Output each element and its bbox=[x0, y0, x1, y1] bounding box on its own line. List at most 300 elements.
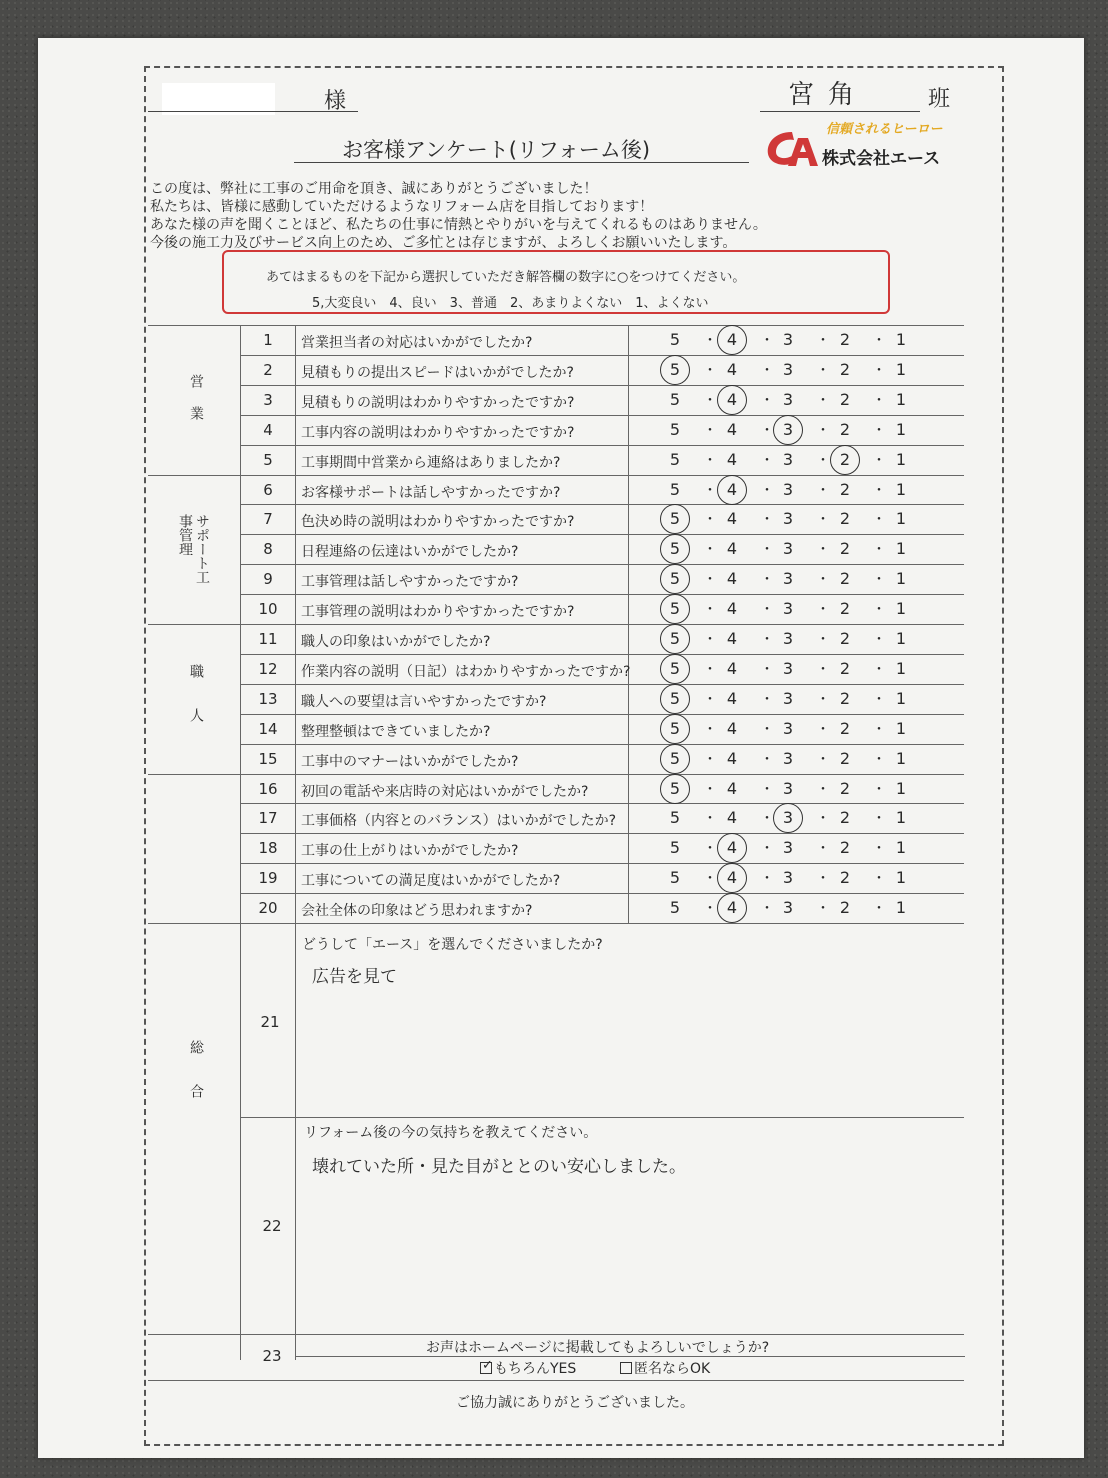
rating-separator: ・ bbox=[872, 512, 886, 528]
rating-separator: ・ bbox=[816, 722, 830, 738]
rating-separator: ・ bbox=[816, 841, 830, 857]
rating-option-2[interactable]: 2 bbox=[839, 808, 851, 827]
question-number: 2 bbox=[263, 361, 273, 379]
category-craftsman: 職人 bbox=[188, 664, 204, 752]
rating-option-1[interactable]: 1 bbox=[895, 390, 907, 409]
table-rule bbox=[240, 504, 964, 505]
rating-separator: ・ bbox=[872, 871, 886, 887]
checkbox-anonymous[interactable] bbox=[620, 1362, 632, 1374]
rating-separator: ・ bbox=[760, 602, 774, 618]
rating-separator: ・ bbox=[816, 782, 830, 798]
rating-separator: ・ bbox=[872, 662, 886, 678]
instruction-line-2: 5,大変良い 4、良い 3、普通 2、あまりよくない 1、よくない bbox=[312, 296, 709, 311]
customer-suffix: 様 bbox=[324, 89, 347, 114]
rating-option-3[interactable]: 3 bbox=[782, 360, 794, 379]
selected-rating-circle bbox=[773, 415, 803, 445]
company-logo-icon bbox=[762, 128, 822, 170]
rating-option-5[interactable]: 5 bbox=[669, 509, 681, 528]
rating-option-3[interactable]: 3 bbox=[782, 868, 794, 887]
rating-option-1[interactable]: 1 bbox=[895, 808, 907, 827]
rating-option-5[interactable]: 5 bbox=[669, 360, 681, 379]
rating-option-4[interactable]: 4 bbox=[726, 659, 738, 678]
rating-option-4[interactable]: 4 bbox=[726, 569, 738, 588]
rating-option-1[interactable]: 1 bbox=[895, 569, 907, 588]
selected-rating-circle bbox=[717, 863, 747, 893]
rating-option-5[interactable]: 5 bbox=[669, 719, 681, 738]
rating-option-1[interactable]: 1 bbox=[895, 450, 907, 469]
rating-option-1[interactable]: 1 bbox=[895, 420, 907, 439]
category-sales: 営業 bbox=[188, 374, 204, 438]
rating-option-5[interactable]: 5 bbox=[669, 450, 681, 469]
table-rule bbox=[148, 624, 964, 625]
table-rule bbox=[240, 1117, 964, 1118]
rating-separator: ・ bbox=[816, 393, 830, 409]
option-yes-label: もちろんYES bbox=[494, 1361, 577, 1377]
rating-separator: ・ bbox=[760, 363, 774, 379]
rating-option-4[interactable]: 4 bbox=[726, 898, 738, 917]
intro-line: 今後の施工力及びサービス向上のため、ご多忙とは存じますが、よろしくお願いいたします。 bbox=[150, 235, 737, 251]
rating-separator: ・ bbox=[816, 662, 830, 678]
rating-separator: ・ bbox=[703, 423, 717, 439]
rating-option-1[interactable]: 1 bbox=[895, 539, 907, 558]
question-text: 工事の仕上がりはいかがでしたか? bbox=[301, 843, 519, 859]
rating-option-2[interactable]: 2 bbox=[839, 390, 851, 409]
rating-option-2[interactable]: 2 bbox=[839, 569, 851, 588]
question-number: 18 bbox=[258, 839, 278, 857]
question-number: 7 bbox=[263, 510, 273, 528]
logo-tagline: 信頼されるヒーロー bbox=[826, 122, 943, 137]
table-rule bbox=[240, 385, 964, 386]
rating-option-2[interactable]: 2 bbox=[839, 539, 851, 558]
rating-separator: ・ bbox=[816, 423, 830, 439]
question-number: 11 bbox=[258, 630, 278, 648]
rating-option-2[interactable]: 2 bbox=[839, 360, 851, 379]
rating-option-5[interactable]: 5 bbox=[669, 779, 681, 798]
rating-separator: ・ bbox=[816, 363, 830, 379]
selected-rating-circle bbox=[830, 445, 860, 475]
rating-separator: ・ bbox=[703, 841, 717, 857]
selected-rating-circle bbox=[717, 833, 747, 863]
rating-option-4[interactable]: 4 bbox=[726, 838, 738, 857]
rating-option-4[interactable]: 4 bbox=[726, 719, 738, 738]
rating-option-3[interactable]: 3 bbox=[782, 390, 794, 409]
rating-option-1[interactable]: 1 bbox=[895, 599, 907, 618]
rating-separator: ・ bbox=[816, 752, 830, 768]
rating-separator: ・ bbox=[703, 782, 717, 798]
question-number: 12 bbox=[258, 660, 278, 678]
rating-option-1[interactable]: 1 bbox=[895, 689, 907, 708]
rating-separator: ・ bbox=[816, 453, 830, 469]
rating-separator: ・ bbox=[872, 841, 886, 857]
rating-option-5[interactable]: 5 bbox=[669, 420, 681, 439]
rating-option-3[interactable]: 3 bbox=[782, 569, 794, 588]
question-number: 17 bbox=[258, 809, 278, 827]
rating-separator: ・ bbox=[760, 572, 774, 588]
rating-separator: ・ bbox=[760, 662, 774, 678]
table-rule bbox=[240, 803, 964, 804]
team-suffix: 班 bbox=[928, 87, 951, 112]
selected-rating-circle bbox=[660, 774, 690, 804]
rating-option-4[interactable]: 4 bbox=[726, 808, 738, 827]
rating-option-2[interactable]: 2 bbox=[839, 330, 851, 349]
rating-separator: ・ bbox=[760, 333, 774, 349]
team-name: 宮角 bbox=[788, 80, 869, 110]
selected-rating-circle bbox=[773, 803, 803, 833]
intro-line: この度は、弊社に工事のご用命を頂き、誠にありがとうございました！ bbox=[150, 181, 598, 197]
selected-rating-circle bbox=[660, 744, 690, 774]
rating-option-4[interactable]: 4 bbox=[726, 629, 738, 648]
footer-thanks: ご協力誠にありがとうございました。 bbox=[456, 1395, 694, 1411]
rating-option-5[interactable]: 5 bbox=[669, 539, 681, 558]
checkbox-yes[interactable] bbox=[480, 1358, 493, 1374]
rating-separator: ・ bbox=[816, 542, 830, 558]
rating-separator: ・ bbox=[703, 363, 717, 379]
rating-option-2[interactable]: 2 bbox=[839, 629, 851, 648]
rating-option-1[interactable]: 1 bbox=[895, 868, 907, 887]
check-mark-icon: ✓ bbox=[482, 1358, 493, 1373]
question-text: 営業担当者の対応はいかがでしたか? bbox=[301, 335, 533, 351]
instruction-line-1: あてはまるものを下記から選択していただき解答欄の数字に○をつけてください。 bbox=[266, 270, 746, 285]
rating-option-2[interactable]: 2 bbox=[839, 898, 851, 917]
question-number: 21 bbox=[260, 1013, 280, 1031]
question-number: 23 bbox=[262, 1347, 282, 1365]
rating-separator: ・ bbox=[872, 393, 886, 409]
rating-separator: ・ bbox=[872, 602, 886, 618]
rating-option-1[interactable]: 1 bbox=[895, 330, 907, 349]
rating-option-1[interactable]: 1 bbox=[895, 480, 907, 499]
question-number: 8 bbox=[263, 540, 273, 558]
question-number: 9 bbox=[263, 570, 273, 588]
rating-option-3[interactable]: 3 bbox=[782, 659, 794, 678]
rating-option-4[interactable]: 4 bbox=[726, 749, 738, 768]
selected-rating-circle bbox=[660, 654, 690, 684]
question-text: 工事期間中営業から連絡はありましたか? bbox=[301, 455, 561, 471]
question-text: 職人の印象はいかがでしたか? bbox=[301, 634, 491, 650]
question-text: 工事管理は話しやすかったですか? bbox=[301, 574, 519, 590]
table-rule bbox=[148, 325, 964, 326]
rating-option-1[interactable]: 1 bbox=[895, 898, 907, 917]
table-rule bbox=[148, 1334, 964, 1335]
rating-option-4[interactable]: 4 bbox=[726, 689, 738, 708]
rating-option-2[interactable]: 2 bbox=[839, 599, 851, 618]
selected-rating-circle bbox=[660, 534, 690, 564]
title-underline bbox=[294, 162, 749, 163]
rating-option-5[interactable]: 5 bbox=[669, 808, 681, 827]
table-rule bbox=[628, 325, 629, 923]
rating-separator: ・ bbox=[816, 871, 830, 887]
rating-separator: ・ bbox=[816, 512, 830, 528]
rating-separator: ・ bbox=[703, 512, 717, 528]
rating-separator: ・ bbox=[760, 692, 774, 708]
logo-company-name: 株式会社エース bbox=[822, 149, 941, 169]
rating-separator: ・ bbox=[703, 692, 717, 708]
question-number: 6 bbox=[263, 481, 273, 499]
table-rule bbox=[240, 564, 964, 565]
table-rule bbox=[148, 475, 964, 476]
rating-separator: ・ bbox=[760, 722, 774, 738]
rating-separator: ・ bbox=[872, 333, 886, 349]
rating-separator: ・ bbox=[816, 333, 830, 349]
question-number: 20 bbox=[258, 899, 278, 917]
option-yes[interactable] bbox=[480, 1358, 576, 1378]
rating-option-4[interactable]: 4 bbox=[726, 390, 738, 409]
table-rule bbox=[240, 594, 964, 595]
rating-separator: ・ bbox=[816, 483, 830, 499]
rating-option-1[interactable]: 1 bbox=[895, 629, 907, 648]
rating-option-5[interactable]: 5 bbox=[669, 390, 681, 409]
question-text: 工事中のマナーはいかがでしたか? bbox=[301, 754, 519, 770]
question-number: 16 bbox=[258, 780, 278, 798]
table-rule bbox=[240, 534, 964, 535]
rating-option-4[interactable]: 4 bbox=[726, 420, 738, 439]
rating-option-5[interactable]: 5 bbox=[669, 659, 681, 678]
question-number: 15 bbox=[258, 750, 278, 768]
rating-separator: ・ bbox=[760, 453, 774, 469]
rating-option-5[interactable]: 5 bbox=[669, 749, 681, 768]
rating-separator: ・ bbox=[872, 453, 886, 469]
selected-rating-circle bbox=[660, 714, 690, 744]
question-text: 工事管理の説明はわかりやすかったですか? bbox=[301, 604, 575, 620]
rating-option-5[interactable]: 5 bbox=[669, 599, 681, 618]
rating-option-4[interactable]: 4 bbox=[726, 360, 738, 379]
rating-option-3[interactable]: 3 bbox=[782, 509, 794, 528]
question-text: 色決め時の説明はわかりやすかったですか? bbox=[301, 514, 575, 530]
question-text: 職人への要望は言いやすかったですか? bbox=[301, 694, 547, 710]
rating-separator: ・ bbox=[872, 722, 886, 738]
rating-option-4[interactable]: 4 bbox=[726, 330, 738, 349]
rating-separator: ・ bbox=[872, 542, 886, 558]
rating-separator: ・ bbox=[816, 811, 830, 827]
rating-option-5[interactable]: 5 bbox=[669, 689, 681, 708]
rating-separator: ・ bbox=[703, 483, 717, 499]
question-text: お声はホームページに掲載してもよろしいでしょうか? bbox=[426, 1340, 770, 1356]
rating-separator: ・ bbox=[760, 901, 774, 917]
rating-option-2[interactable]: 2 bbox=[839, 420, 851, 439]
rating-separator: ・ bbox=[760, 512, 774, 528]
intro-line: 私たちは、皆様に感動していただけるようなリフォーム店を目指しております！ bbox=[150, 199, 654, 215]
rating-separator: ・ bbox=[703, 572, 717, 588]
selected-rating-circle bbox=[660, 624, 690, 654]
table-rule bbox=[240, 415, 964, 416]
rating-separator: ・ bbox=[703, 662, 717, 678]
rating-option-4[interactable]: 4 bbox=[726, 779, 738, 798]
question-text: 初回の電話や来店時の対応はいかがでしたか? bbox=[301, 784, 589, 800]
question-text: お客様サポートは話しやすかったですか? bbox=[301, 485, 561, 501]
table-rule bbox=[148, 923, 964, 924]
rating-separator: ・ bbox=[872, 572, 886, 588]
rating-separator: ・ bbox=[872, 363, 886, 379]
question-text: リフォーム後の今の気持ちを教えてください。 bbox=[304, 1125, 598, 1141]
rating-separator: ・ bbox=[872, 692, 886, 708]
question-number: 3 bbox=[263, 391, 273, 409]
rating-separator: ・ bbox=[760, 871, 774, 887]
rating-option-3[interactable]: 3 bbox=[782, 599, 794, 618]
selected-rating-circle bbox=[660, 684, 690, 714]
rating-option-1[interactable]: 1 bbox=[895, 838, 907, 857]
question-text: 会社全体の印象はどう思われますか? bbox=[301, 903, 533, 919]
option-anonymous-label: 匿名ならOK bbox=[634, 1361, 711, 1377]
table-rule bbox=[240, 744, 964, 745]
category-support-label: サポート工事管理 bbox=[177, 514, 210, 584]
rating-separator: ・ bbox=[760, 841, 774, 857]
rating-separator: ・ bbox=[872, 423, 886, 439]
rating-option-1[interactable]: 1 bbox=[895, 779, 907, 798]
selected-rating-circle bbox=[660, 594, 690, 624]
question-number: 14 bbox=[258, 720, 278, 738]
rating-separator: ・ bbox=[872, 901, 886, 917]
question-text: どうして「エース」を選んでくださいましたか? bbox=[302, 937, 603, 953]
rating-option-2[interactable]: 2 bbox=[839, 450, 851, 469]
question-number: 1 bbox=[263, 331, 273, 349]
rating-option-5[interactable]: 5 bbox=[669, 480, 681, 499]
rating-separator: ・ bbox=[703, 542, 717, 558]
rating-separator: ・ bbox=[872, 782, 886, 798]
selected-rating-circle bbox=[717, 385, 747, 415]
rating-option-3[interactable]: 3 bbox=[782, 629, 794, 648]
rating-option-4[interactable]: 4 bbox=[726, 868, 738, 887]
rating-separator: ・ bbox=[872, 811, 886, 827]
rating-option-5[interactable]: 5 bbox=[669, 629, 681, 648]
question-text: 工事内容の説明はわかりやすかったですか? bbox=[301, 425, 575, 441]
rating-separator: ・ bbox=[703, 632, 717, 648]
rating-separator: ・ bbox=[703, 453, 717, 469]
selected-rating-circle bbox=[717, 475, 747, 505]
team-name-line bbox=[760, 111, 920, 112]
rating-option-2[interactable]: 2 bbox=[839, 480, 851, 499]
option-anonymous[interactable] bbox=[620, 1358, 710, 1378]
rating-separator: ・ bbox=[760, 483, 774, 499]
table-rule bbox=[240, 684, 964, 685]
selected-rating-circle bbox=[717, 893, 747, 923]
rating-option-4[interactable]: 4 bbox=[726, 599, 738, 618]
answer-handwritten: 壊れていた所・見た目がととのい安心しました。 bbox=[312, 1157, 686, 1177]
question-number: 19 bbox=[258, 869, 278, 887]
question-text: 工事価格（内容とのバランス）はいかがでしたか? bbox=[301, 813, 617, 829]
rating-option-2[interactable]: 2 bbox=[839, 779, 851, 798]
table-rule bbox=[148, 1380, 964, 1381]
rating-separator: ・ bbox=[816, 632, 830, 648]
answer-handwritten: 広告を見て bbox=[312, 967, 397, 987]
rating-separator: ・ bbox=[703, 901, 717, 917]
question-number: 4 bbox=[263, 421, 273, 439]
rating-separator: ・ bbox=[872, 752, 886, 768]
rating-option-1[interactable]: 1 bbox=[895, 509, 907, 528]
rating-option-3[interactable]: 3 bbox=[782, 450, 794, 469]
rating-option-3[interactable]: 3 bbox=[782, 330, 794, 349]
rating-separator: ・ bbox=[703, 722, 717, 738]
rating-option-2[interactable]: 2 bbox=[839, 689, 851, 708]
rating-option-5[interactable]: 5 bbox=[669, 569, 681, 588]
rating-option-5[interactable]: 5 bbox=[669, 838, 681, 857]
rating-option-3[interactable]: 3 bbox=[782, 898, 794, 917]
rating-separator: ・ bbox=[703, 752, 717, 768]
rating-option-2[interactable]: 2 bbox=[839, 719, 851, 738]
rating-separator: ・ bbox=[760, 632, 774, 648]
rating-option-3[interactable]: 3 bbox=[782, 539, 794, 558]
rating-separator: ・ bbox=[816, 572, 830, 588]
question-text: 見積もりの提出スピードはいかがでしたか? bbox=[301, 365, 574, 381]
rating-option-2[interactable]: 2 bbox=[839, 509, 851, 528]
rating-option-2[interactable]: 2 bbox=[839, 749, 851, 768]
category-support bbox=[176, 514, 210, 586]
rating-option-3[interactable]: 3 bbox=[782, 689, 794, 708]
table-rule bbox=[240, 654, 964, 655]
table-rule bbox=[240, 833, 964, 834]
rating-option-3[interactable]: 3 bbox=[782, 749, 794, 768]
table-rule bbox=[148, 774, 964, 775]
rating-option-4[interactable]: 4 bbox=[726, 480, 738, 499]
rating-separator: ・ bbox=[760, 782, 774, 798]
rating-separator: ・ bbox=[872, 483, 886, 499]
selected-rating-circle bbox=[660, 504, 690, 534]
table-rule bbox=[240, 863, 964, 864]
table-rule bbox=[240, 445, 964, 446]
rating-separator: ・ bbox=[760, 811, 774, 827]
rating-option-3[interactable]: 3 bbox=[782, 779, 794, 798]
rating-option-2[interactable]: 2 bbox=[839, 868, 851, 887]
rating-separator: ・ bbox=[703, 811, 717, 827]
rating-option-4[interactable]: 4 bbox=[726, 450, 738, 469]
category-overall: 総合 bbox=[188, 1040, 204, 1128]
rating-separator: ・ bbox=[816, 602, 830, 618]
question-text: 日程連絡の伝達はいかがでしたか? bbox=[301, 544, 519, 560]
rating-option-3[interactable]: 3 bbox=[782, 719, 794, 738]
rating-option-1[interactable]: 1 bbox=[895, 719, 907, 738]
rating-separator: ・ bbox=[872, 632, 886, 648]
question-text: 整理整頓はできていましたか? bbox=[301, 724, 491, 740]
question-text: 工事についての満足度はいかがでしたか? bbox=[301, 873, 561, 889]
question-text: 作業内容の説明（日記）はわかりやすかったですか? bbox=[301, 664, 631, 680]
selected-rating-circle bbox=[660, 355, 690, 385]
rating-option-1[interactable]: 1 bbox=[895, 659, 907, 678]
customer-name-line bbox=[148, 111, 358, 112]
rating-separator: ・ bbox=[760, 752, 774, 768]
question-text: 見積もりの説明はわかりやすかったですか? bbox=[301, 395, 575, 411]
question-number: 10 bbox=[258, 600, 278, 618]
rating-option-3[interactable]: 3 bbox=[782, 808, 794, 827]
rating-option-5[interactable]: 5 bbox=[669, 868, 681, 887]
rating-option-4[interactable]: 4 bbox=[726, 509, 738, 528]
intro-text bbox=[150, 180, 767, 252]
rating-option-3[interactable]: 3 bbox=[782, 480, 794, 499]
rating-option-5[interactable]: 5 bbox=[669, 898, 681, 917]
survey-title: お客様アンケート(リフォーム後) bbox=[342, 138, 651, 162]
question-number: 22 bbox=[262, 1217, 282, 1235]
rating-separator: ・ bbox=[760, 542, 774, 558]
intro-line: あなた様の声を聞くことほど、私たちの仕事に情熱とやりがいを与えてくれるものはありません。 bbox=[150, 217, 767, 233]
rating-separator: ・ bbox=[816, 692, 830, 708]
rating-separator: ・ bbox=[703, 333, 717, 349]
rating-option-5[interactable]: 5 bbox=[669, 330, 681, 349]
rating-option-3[interactable]: 3 bbox=[782, 420, 794, 439]
rating-separator: ・ bbox=[703, 602, 717, 618]
rating-separator: ・ bbox=[816, 901, 830, 917]
rating-separator: ・ bbox=[703, 871, 717, 887]
table-rule bbox=[240, 893, 964, 894]
selected-rating-circle bbox=[717, 325, 747, 355]
rating-separator: ・ bbox=[760, 393, 774, 409]
rating-option-1[interactable]: 1 bbox=[895, 360, 907, 379]
rating-option-2[interactable]: 2 bbox=[839, 659, 851, 678]
rating-option-4[interactable]: 4 bbox=[726, 539, 738, 558]
question-number: 5 bbox=[263, 451, 273, 469]
selected-rating-circle bbox=[660, 564, 690, 594]
rating-separator: ・ bbox=[703, 393, 717, 409]
rating-option-3[interactable]: 3 bbox=[782, 838, 794, 857]
rating-option-1[interactable]: 1 bbox=[895, 749, 907, 768]
table-rule bbox=[240, 714, 964, 715]
rating-option-2[interactable]: 2 bbox=[839, 838, 851, 857]
